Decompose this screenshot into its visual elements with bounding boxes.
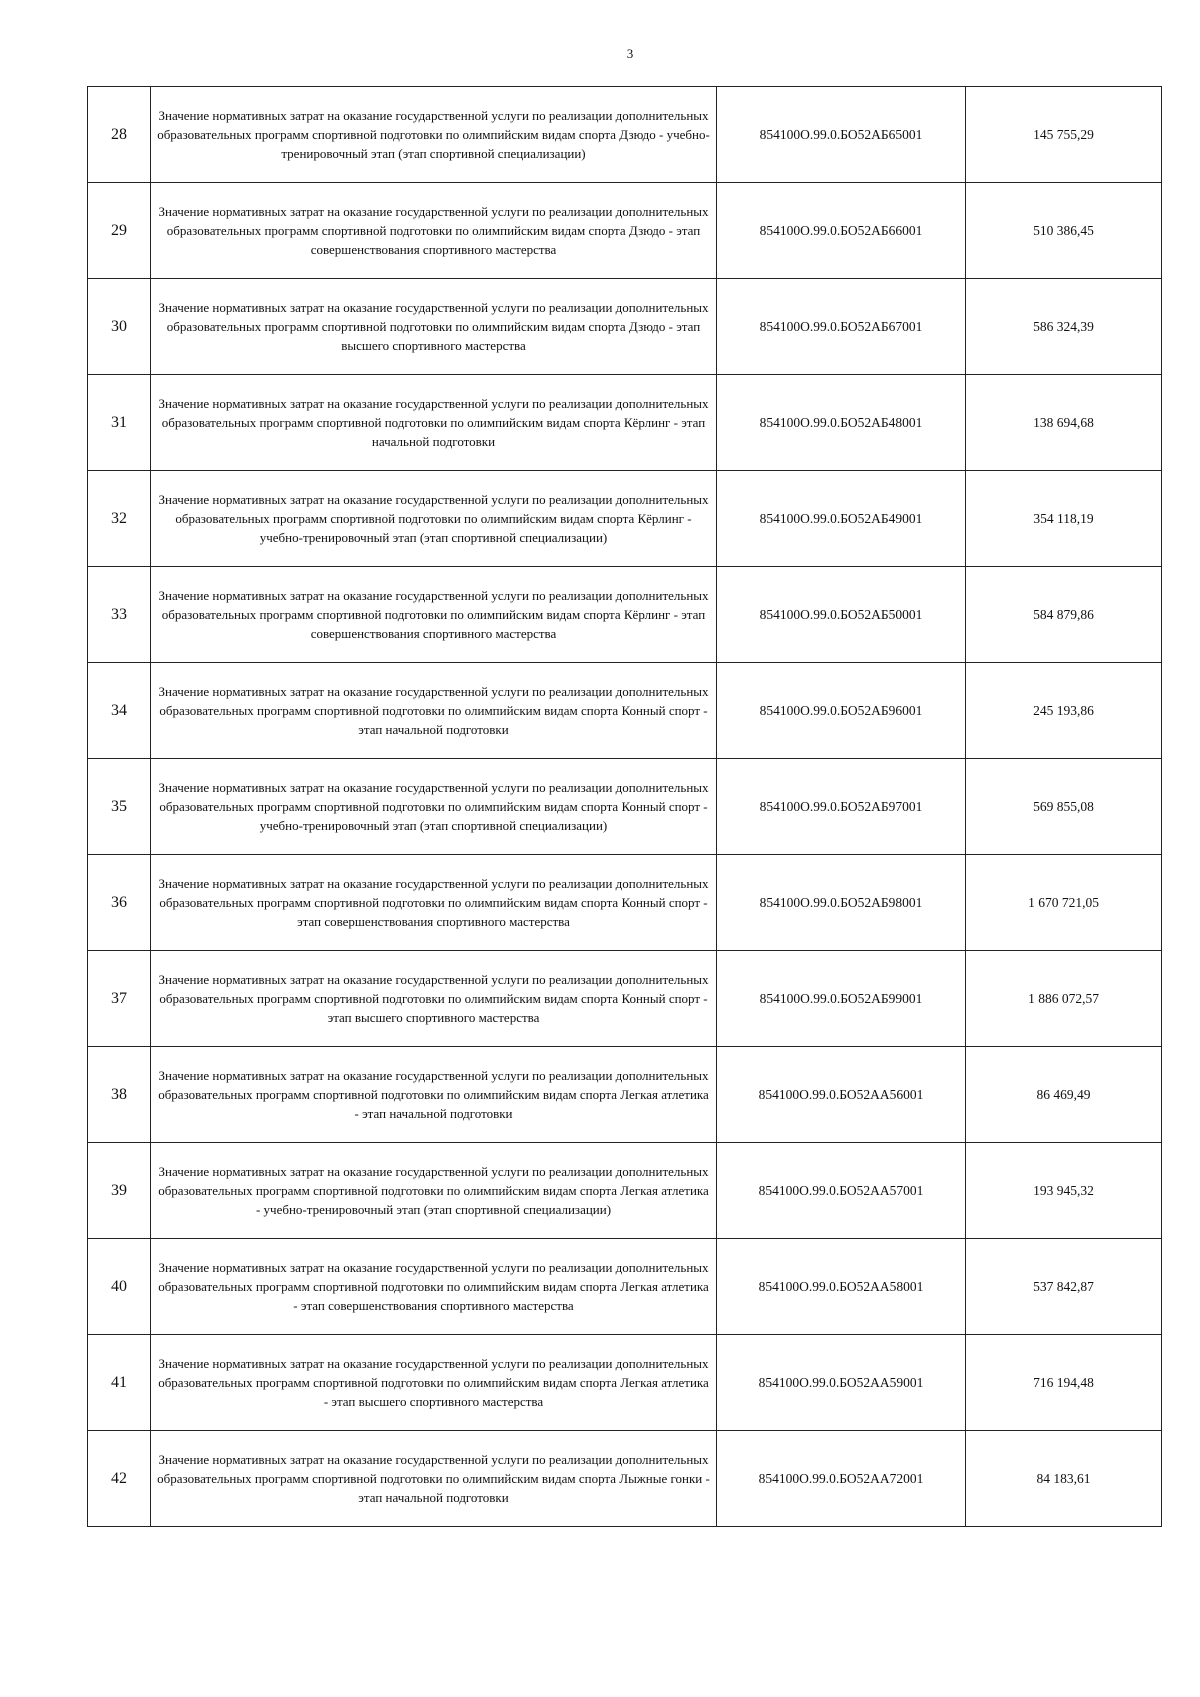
table-row	[88, 279, 1162, 375]
row-cost-value: 1 670 721,05	[966, 855, 1162, 951]
row-cost-value: 138 694,68	[966, 375, 1162, 471]
row-service-code: 854100О.99.0.БО52АА57001	[717, 1143, 966, 1239]
row-number: 29	[88, 183, 151, 279]
row-number: 32	[88, 471, 151, 567]
row-description: Значение нормативных затрат на оказание государственной услуги по реализации дополнительных образовательных программ спортивной подготовки по олимпийским видам спорта Дзюдо - этап высшего спортивного мастерства	[151, 279, 717, 375]
row-description: Значение нормативных затрат на оказание государственной услуги по реализации дополнительных образовательных программ спортивной подготовки по олимпийским видам спорта Легкая атлетика - этап высшего спортивного мастерства	[151, 1335, 717, 1431]
row-description: Значение нормативных затрат на оказание государственной услуги по реализации дополнительных образовательных программ спортивной подготовки по олимпийским видам спорта Легкая атлетика - этап начальной подготовки	[151, 1047, 717, 1143]
row-number: 38	[88, 1047, 151, 1143]
row-number: 39	[88, 1143, 151, 1239]
table-row	[88, 759, 1162, 855]
table-row	[88, 1335, 1162, 1431]
page-number: 3	[626, 46, 634, 61]
table-row	[88, 855, 1162, 951]
table-row	[88, 663, 1162, 759]
row-description: Значение нормативных затрат на оказание государственной услуги по реализации дополнительных образовательных программ спортивной подготовки по олимпийским видам спорта Конный спорт - этап высшего спортивного мастерства	[151, 951, 717, 1047]
table-row	[88, 471, 1162, 567]
row-number: 40	[88, 1239, 151, 1335]
row-number: 41	[88, 1335, 151, 1431]
row-cost-value: 537 842,87	[966, 1239, 1162, 1335]
row-service-code: 854100О.99.0.БО52АБ98001	[717, 855, 966, 951]
row-cost-value: 1 886 072,57	[966, 951, 1162, 1047]
row-cost-value: 245 193,86	[966, 663, 1162, 759]
row-service-code: 854100О.99.0.БО52АБ97001	[717, 759, 966, 855]
row-cost-value: 86 469,49	[966, 1047, 1162, 1143]
table-body	[88, 87, 1162, 1527]
row-description: Значение нормативных затрат на оказание государственной услуги по реализации дополнительных образовательных программ спортивной подготовки по олимпийским видам спорта Кёрлинг - этап совершенствования спортивного мастерства	[151, 567, 717, 663]
table-row	[88, 183, 1162, 279]
row-service-code: 854100О.99.0.БО52АБ96001	[717, 663, 966, 759]
row-service-code: 854100О.99.0.БО52АА59001	[717, 1335, 966, 1431]
table-row	[88, 375, 1162, 471]
row-service-code: 854100О.99.0.БО52АА72001	[717, 1431, 966, 1527]
row-description: Значение нормативных затрат на оказание государственной услуги по реализации дополнительных образовательных программ спортивной подготовки по олимпийским видам спорта Дзюдо - этап совершенствования спортивного мастерства	[151, 183, 717, 279]
row-cost-value: 354 118,19	[966, 471, 1162, 567]
row-cost-value: 193 945,32	[966, 1143, 1162, 1239]
row-service-code: 854100О.99.0.БО52АБ50001	[717, 567, 966, 663]
table-row	[88, 1431, 1162, 1527]
row-description: Значение нормативных затрат на оказание государственной услуги по реализации дополнительных образовательных программ спортивной подготовки по олимпийским видам спорта Конный спорт - учебно-тренировочный этап (этап спортивной специализации)	[151, 759, 717, 855]
row-service-code: 854100О.99.0.БО52АБ67001	[717, 279, 966, 375]
row-cost-value: 510 386,45	[966, 183, 1162, 279]
row-cost-value: 716 194,48	[966, 1335, 1162, 1431]
row-cost-value: 584 879,86	[966, 567, 1162, 663]
row-description: Значение нормативных затрат на оказание государственной услуги по реализации дополнительных образовательных программ спортивной подготовки по олимпийским видам спорта Лыжные гонки - этап начальной подготовки	[151, 1431, 717, 1527]
normative-costs-table	[87, 86, 1162, 1527]
table-row	[88, 951, 1162, 1047]
row-service-code: 854100О.99.0.БО52АБ49001	[717, 471, 966, 567]
row-description: Значение нормативных затрат на оказание государственной услуги по реализации дополнительных образовательных программ спортивной подготовки по олимпийским видам спорта Дзюдо - учебно-тренировочный этап (этап спортивной специализации)	[151, 87, 717, 183]
table-row	[88, 87, 1162, 183]
row-description: Значение нормативных затрат на оказание государственной услуги по реализации дополнительных образовательных программ спортивной подготовки по олимпийским видам спорта Кёрлинг - этап начальной подготовки	[151, 375, 717, 471]
row-number: 28	[88, 87, 151, 183]
table-row	[88, 1047, 1162, 1143]
table-row	[88, 567, 1162, 663]
row-cost-value: 586 324,39	[966, 279, 1162, 375]
table-row	[88, 1239, 1162, 1335]
row-cost-value: 569 855,08	[966, 759, 1162, 855]
row-number: 35	[88, 759, 151, 855]
row-cost-value: 84 183,61	[966, 1431, 1162, 1527]
row-number: 30	[88, 279, 151, 375]
row-service-code: 854100О.99.0.БО52АА56001	[717, 1047, 966, 1143]
row-number: 42	[88, 1431, 151, 1527]
row-description: Значение нормативных затрат на оказание государственной услуги по реализации дополнительных образовательных программ спортивной подготовки по олимпийским видам спорта Легкая атлетика - учебно-тренировочный этап (этап спортивной специализации)	[151, 1143, 717, 1239]
row-number: 37	[88, 951, 151, 1047]
row-number: 36	[88, 855, 151, 951]
row-number: 33	[88, 567, 151, 663]
row-description: Значение нормативных затрат на оказание государственной услуги по реализации дополнительных образовательных программ спортивной подготовки по олимпийским видам спорта Конный спорт - этап начальной подготовки	[151, 663, 717, 759]
row-service-code: 854100О.99.0.БО52АБ48001	[717, 375, 966, 471]
row-description: Значение нормативных затрат на оказание государственной услуги по реализации дополнительных образовательных программ спортивной подготовки по олимпийским видам спорта Кёрлинг - учебно-тренировочный этап (этап спортивной специализации)	[151, 471, 717, 567]
row-service-code: 854100О.99.0.БО52АБ65001	[717, 87, 966, 183]
row-number: 34	[88, 663, 151, 759]
row-number: 31	[88, 375, 151, 471]
row-service-code: 854100О.99.0.БО52АА58001	[717, 1239, 966, 1335]
row-service-code: 854100О.99.0.БО52АБ99001	[717, 951, 966, 1047]
row-cost-value: 145 755,29	[966, 87, 1162, 183]
row-service-code: 854100О.99.0.БО52АБ66001	[717, 183, 966, 279]
row-description: Значение нормативных затрат на оказание государственной услуги по реализации дополнительных образовательных программ спортивной подготовки по олимпийским видам спорта Конный спорт - этап совершенствования спортивного мастерства	[151, 855, 717, 951]
table-row	[88, 1143, 1162, 1239]
row-description: Значение нормативных затрат на оказание государственной услуги по реализации дополнительных образовательных программ спортивной подготовки по олимпийским видам спорта Легкая атлетика - этап совершенствования спортивного мастерства	[151, 1239, 717, 1335]
